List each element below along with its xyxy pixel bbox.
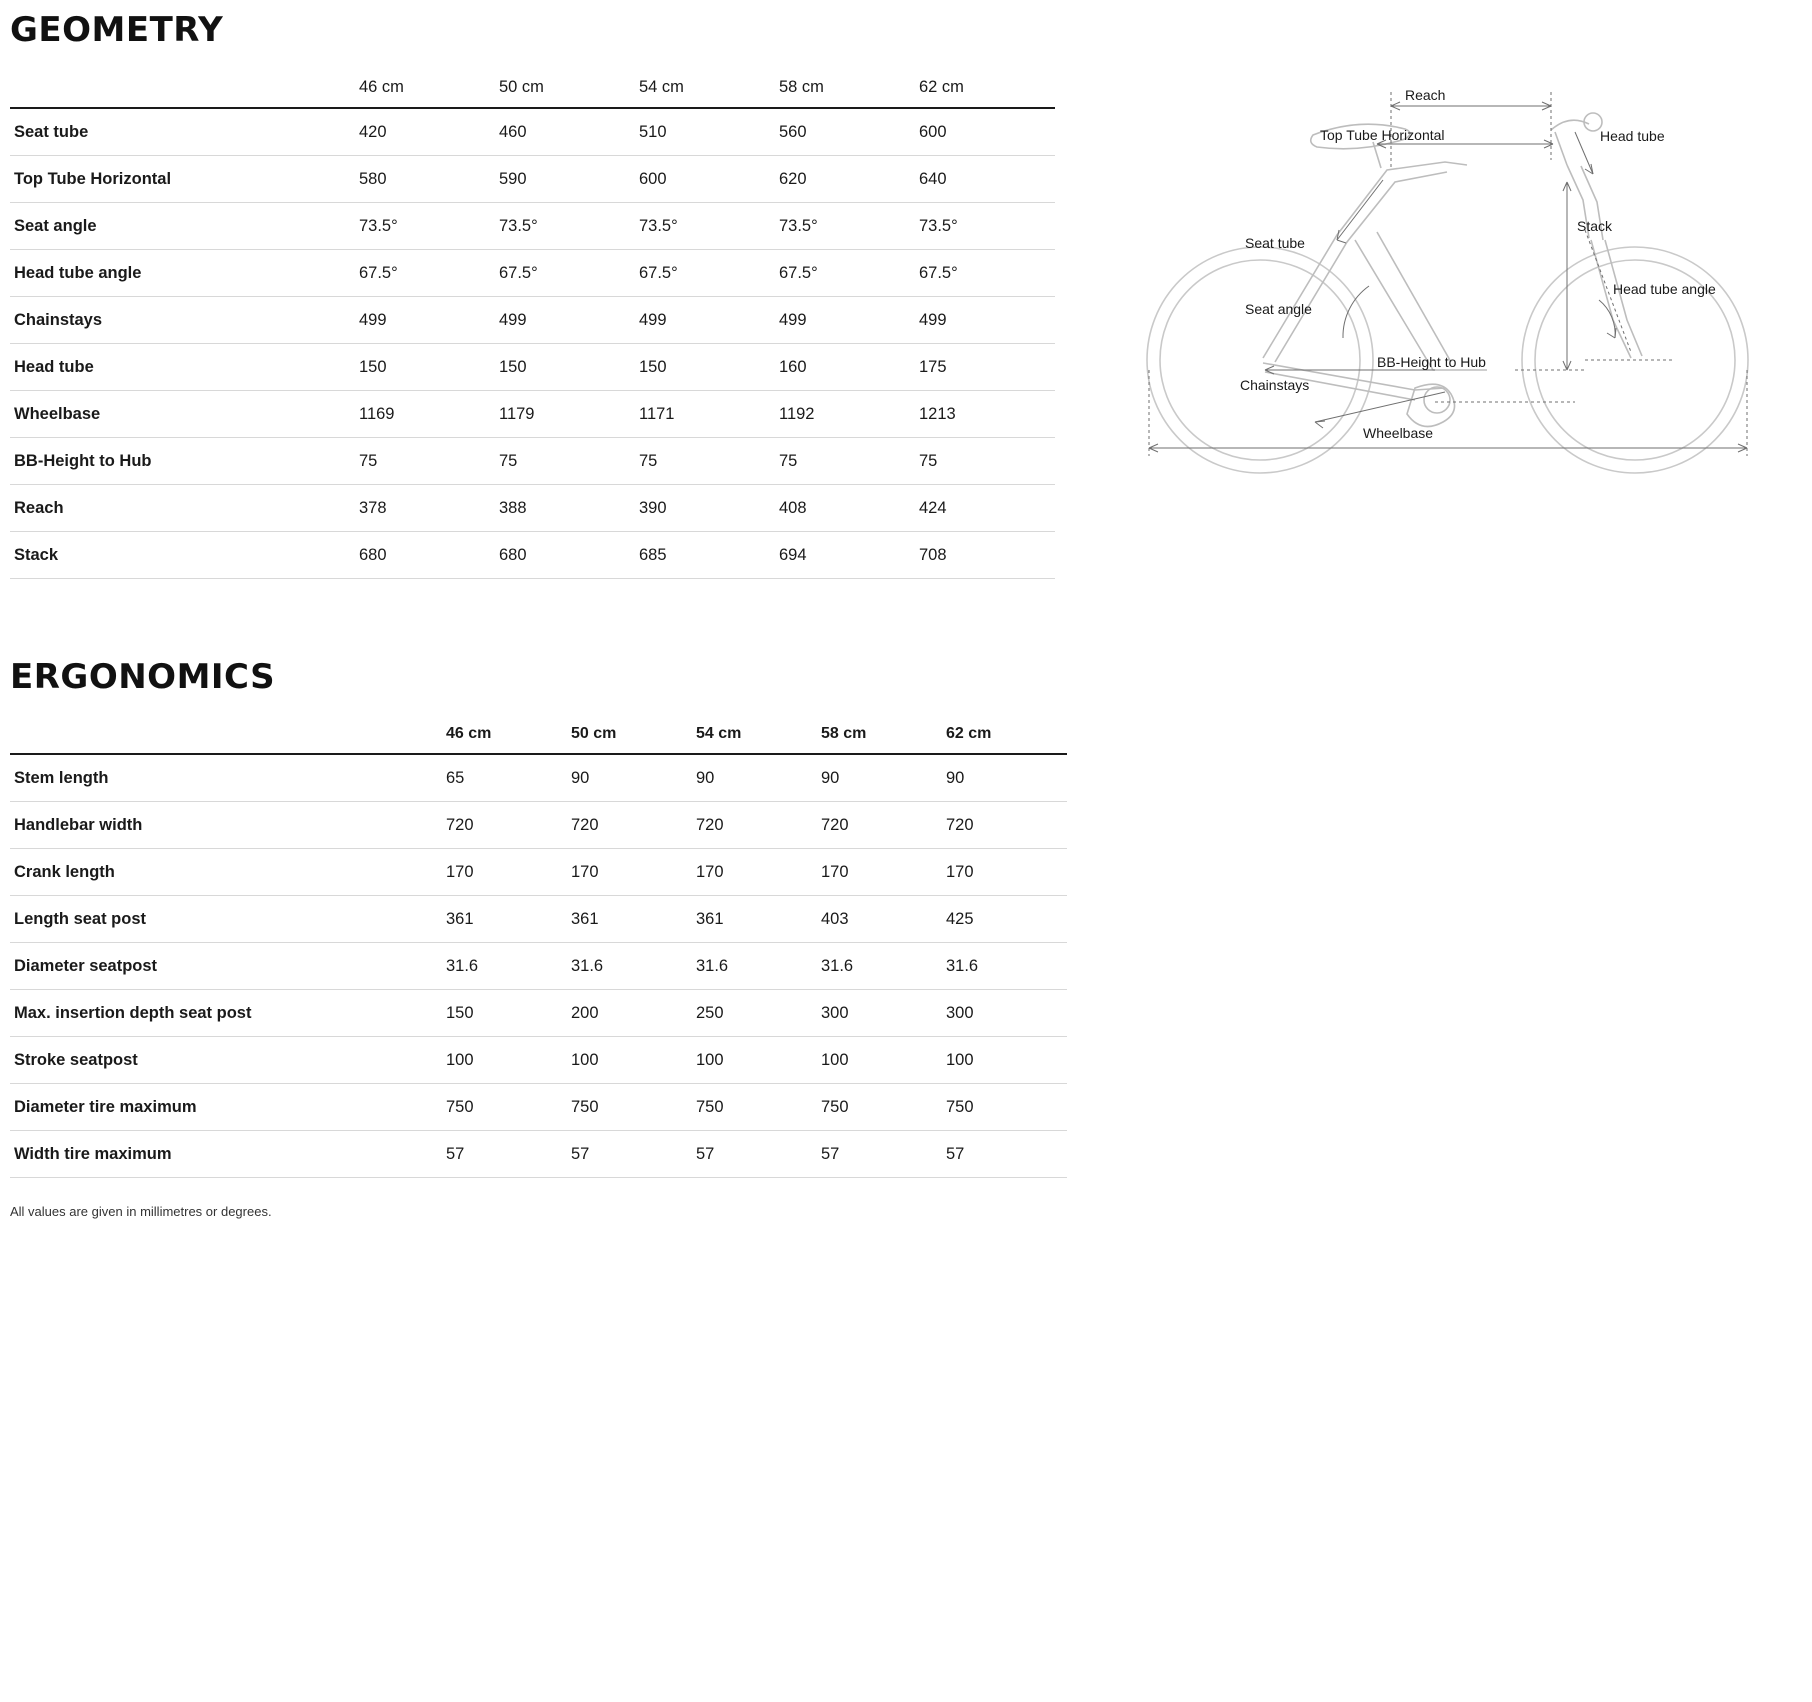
page-title-ergonomics: ERGONOMICS [10, 657, 276, 697]
row-label: Stem length [10, 754, 442, 802]
cell: 390 [635, 485, 775, 532]
cell: 720 [817, 802, 942, 849]
table-header-row [10, 50, 1055, 108]
cell: 640 [915, 156, 1055, 203]
column-header: 58 cm [775, 50, 915, 108]
cell: 1179 [495, 391, 635, 438]
cell: 1171 [635, 391, 775, 438]
row-label: Diameter tire maximum [10, 1084, 442, 1131]
cell: 100 [817, 1037, 942, 1084]
cell: 300 [942, 990, 1067, 1037]
cell: 499 [775, 297, 915, 344]
diagram-label-head-tube-angle: Head tube angle [1613, 281, 1716, 297]
cell: 170 [567, 849, 692, 896]
cell: 580 [355, 156, 495, 203]
cell: 170 [942, 849, 1067, 896]
column-header: 54 cm [635, 50, 775, 108]
diagram-label-reach: Reach [1405, 87, 1446, 103]
cell: 600 [915, 108, 1055, 156]
cell: 424 [915, 485, 1055, 532]
table-row [10, 896, 1067, 943]
table-row [10, 1131, 1067, 1178]
diagram-label-chainstays: Chainstays [1240, 377, 1310, 393]
table-row [10, 156, 1055, 203]
cell: 67.5° [915, 250, 1055, 297]
cell: 1169 [355, 391, 495, 438]
cell: 170 [442, 849, 567, 896]
cell: 67.5° [495, 250, 635, 297]
rear-wheel-tire [1147, 247, 1373, 473]
cell: 65 [442, 754, 567, 802]
row-label: Handlebar width [10, 802, 442, 849]
geometry-ergonomics-page [0, 10, 1812, 1702]
cell: 67.5° [355, 250, 495, 297]
column-header: 50 cm [567, 697, 692, 754]
geometry-table-wrap [10, 50, 1070, 579]
ergonomics-table [10, 697, 1067, 1178]
column-header: 50 cm [495, 50, 635, 108]
column-header [10, 50, 355, 108]
row-label: Top Tube Horizontal [10, 156, 355, 203]
cell: 680 [355, 532, 495, 579]
cell: 361 [442, 896, 567, 943]
table-row [10, 297, 1055, 344]
cell: 408 [775, 485, 915, 532]
table-row [10, 1037, 1067, 1084]
cell: 425 [942, 896, 1067, 943]
column-header [10, 697, 442, 754]
frame-outline [1263, 113, 1642, 427]
cell: 750 [942, 1084, 1067, 1131]
table-row [10, 203, 1055, 250]
ergonomics-table-wrap [10, 697, 1070, 1178]
diagram-label-seat-angle: Seat angle [1245, 301, 1312, 317]
column-header: 46 cm [442, 697, 567, 754]
cell: 403 [817, 896, 942, 943]
cell: 31.6 [942, 943, 1067, 990]
table-row [10, 532, 1055, 579]
cell: 300 [817, 990, 942, 1037]
table-row [10, 344, 1055, 391]
cell: 31.6 [567, 943, 692, 990]
cell: 720 [442, 802, 567, 849]
table-header-row [10, 697, 1067, 754]
dimension-lines [1149, 92, 1747, 456]
page-title-geometry: GEOMETRY [10, 10, 224, 50]
cell: 73.5° [635, 203, 775, 250]
cell: 160 [775, 344, 915, 391]
table-row [10, 108, 1055, 156]
cell: 90 [567, 754, 692, 802]
cell: 170 [692, 849, 817, 896]
cell: 560 [775, 108, 915, 156]
row-label: Head tube [10, 344, 355, 391]
cell: 73.5° [495, 203, 635, 250]
cell: 57 [817, 1131, 942, 1178]
row-label: Length seat post [10, 896, 442, 943]
diagram-label-head-tube: Head tube [1600, 128, 1665, 144]
table-row [10, 391, 1055, 438]
cell: 67.5° [775, 250, 915, 297]
table-row [10, 485, 1055, 532]
cell: 31.6 [692, 943, 817, 990]
cell: 75 [355, 438, 495, 485]
bicycle-frame-diagram-svg [1115, 70, 1805, 490]
row-label: Max. insertion depth seat post [10, 990, 442, 1037]
cell: 361 [692, 896, 817, 943]
column-header: 62 cm [942, 697, 1067, 754]
column-header: 62 cm [915, 50, 1055, 108]
cell: 100 [692, 1037, 817, 1084]
cell: 75 [775, 438, 915, 485]
cell: 73.5° [915, 203, 1055, 250]
cell: 90 [942, 754, 1067, 802]
table-row [10, 438, 1055, 485]
table-row [10, 990, 1067, 1037]
table-row [10, 1084, 1067, 1131]
cell: 150 [635, 344, 775, 391]
cell: 150 [442, 990, 567, 1037]
table-row [10, 250, 1055, 297]
diagram-label-top-tube-horizontal: Top Tube Horizontal [1320, 127, 1445, 143]
column-header: 46 cm [355, 50, 495, 108]
cell: 75 [915, 438, 1055, 485]
row-label: BB-Height to Hub [10, 438, 355, 485]
row-label: Chainstays [10, 297, 355, 344]
cell: 600 [635, 156, 775, 203]
cell: 57 [942, 1131, 1067, 1178]
cell: 750 [817, 1084, 942, 1131]
cell: 460 [495, 108, 635, 156]
row-label: Seat tube [10, 108, 355, 156]
cell: 590 [495, 156, 635, 203]
cell: 750 [692, 1084, 817, 1131]
cell: 75 [635, 438, 775, 485]
table-row [10, 754, 1067, 802]
cell: 720 [692, 802, 817, 849]
cell: 1192 [775, 391, 915, 438]
bike-geometry-diagram [1115, 70, 1805, 490]
diagram-label-seat-tube: Seat tube [1245, 235, 1305, 251]
cell: 90 [692, 754, 817, 802]
row-label: Reach [10, 485, 355, 532]
row-label: Stroke seatpost [10, 1037, 442, 1084]
cell: 100 [567, 1037, 692, 1084]
cell: 31.6 [817, 943, 942, 990]
cell: 100 [942, 1037, 1067, 1084]
cell: 720 [942, 802, 1067, 849]
diagram-label-stack: Stack [1577, 218, 1613, 234]
row-label: Stack [10, 532, 355, 579]
cell: 75 [495, 438, 635, 485]
table-row [10, 802, 1067, 849]
column-header: 58 cm [817, 697, 942, 754]
cell: 685 [635, 532, 775, 579]
cell: 200 [567, 990, 692, 1037]
cell: 31.6 [442, 943, 567, 990]
cell: 250 [692, 990, 817, 1037]
column-header: 54 cm [692, 697, 817, 754]
cell: 73.5° [355, 203, 495, 250]
cell: 57 [442, 1131, 567, 1178]
row-label: Diameter seatpost [10, 943, 442, 990]
cell: 420 [355, 108, 495, 156]
table-row [10, 849, 1067, 896]
cell: 90 [817, 754, 942, 802]
cell: 100 [442, 1037, 567, 1084]
footnote: All values are given in millimetres or degrees. [10, 1204, 272, 1219]
cell: 708 [915, 532, 1055, 579]
rear-wheel-rim [1160, 260, 1360, 460]
row-label: Width tire maximum [10, 1131, 442, 1178]
cell: 57 [567, 1131, 692, 1178]
cell: 694 [775, 532, 915, 579]
diagram-label-wheelbase: Wheelbase [1363, 425, 1434, 441]
cell: 1213 [915, 391, 1055, 438]
cell: 499 [355, 297, 495, 344]
cell: 73.5° [775, 203, 915, 250]
cell: 67.5° [635, 250, 775, 297]
cell: 499 [495, 297, 635, 344]
cell: 720 [567, 802, 692, 849]
table-row [10, 943, 1067, 990]
cell: 378 [355, 485, 495, 532]
cell: 510 [635, 108, 775, 156]
row-label: Head tube angle [10, 250, 355, 297]
cell: 361 [567, 896, 692, 943]
cell: 620 [775, 156, 915, 203]
ergonomics-section [10, 657, 1802, 1178]
row-label: Crank length [10, 849, 442, 896]
cell: 388 [495, 485, 635, 532]
cell: 150 [355, 344, 495, 391]
cell: 499 [635, 297, 775, 344]
cell: 57 [692, 1131, 817, 1178]
row-label: Wheelbase [10, 391, 355, 438]
cell: 499 [915, 297, 1055, 344]
cell: 150 [495, 344, 635, 391]
geometry-table [10, 50, 1055, 579]
cell: 750 [442, 1084, 567, 1131]
geometry-section [10, 10, 1802, 579]
row-label: Seat angle [10, 203, 355, 250]
cell: 170 [817, 849, 942, 896]
diagram-label-bb-height-to-hub: BB-Height to Hub [1377, 354, 1486, 370]
cell: 680 [495, 532, 635, 579]
cell: 175 [915, 344, 1055, 391]
cell: 750 [567, 1084, 692, 1131]
